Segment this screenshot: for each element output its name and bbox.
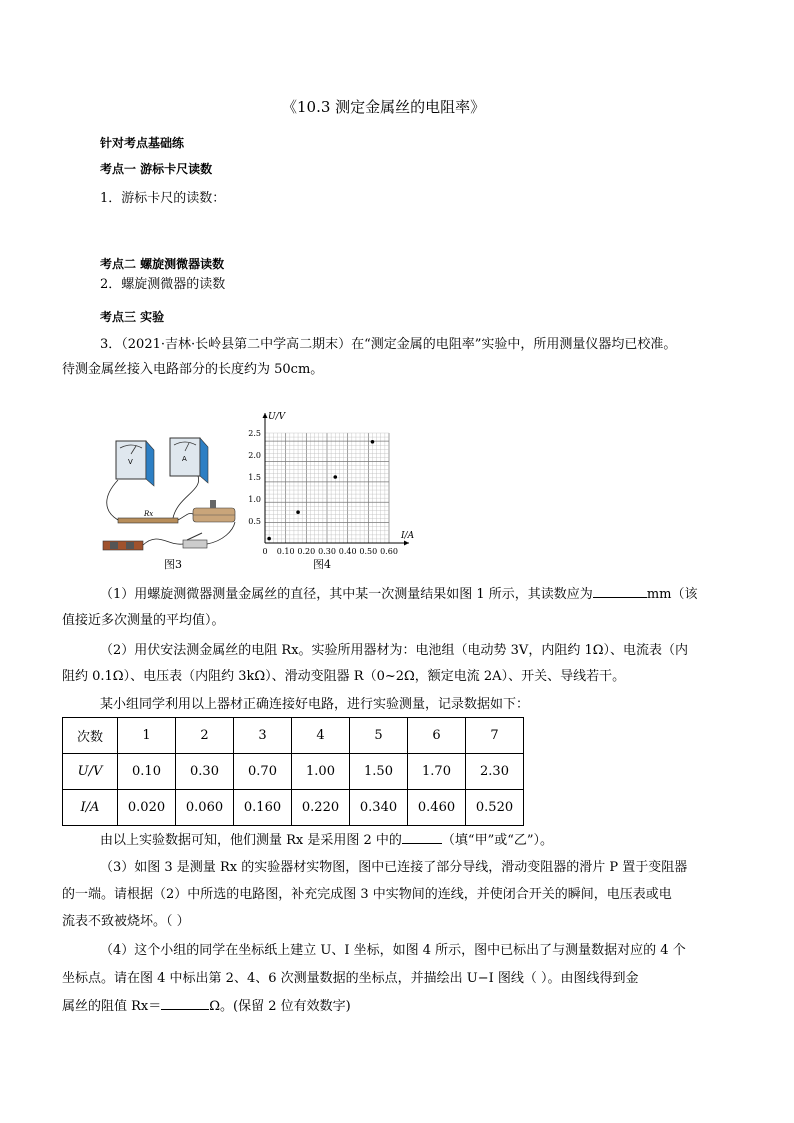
voltmeter-symbol: V bbox=[128, 458, 133, 466]
part3-line2: 的一端。请根据（2）中所选的电路图，补充完成图 3 中实物间的连线，并使闭合开关的瞬间，电压表或电 bbox=[62, 887, 672, 902]
table-cell: 0.30 bbox=[176, 754, 234, 790]
rx-label: Rx bbox=[144, 510, 154, 518]
x-tick-label: 0.40 bbox=[338, 547, 357, 556]
data-point bbox=[333, 475, 337, 479]
part4-line1: （4）这个小组的同学在坐标纸上建立 U、I 坐标，如图 4 所示，图中已标出了与测量数据对应的 4 个 bbox=[100, 943, 686, 958]
part3-line1: （3）如图 3 是测量 Rx 的实验器材实物图，图中已连接了部分导线，滑动变阻器的滑片 P 置于变阻器 bbox=[100, 860, 688, 875]
switch bbox=[183, 540, 207, 548]
apparatus-figure bbox=[98, 436, 243, 554]
y-tick-label: 2.5 bbox=[248, 429, 261, 438]
x-axis-arrow bbox=[404, 541, 409, 546]
question-3-intro-line1: 3．（2021·吉林·长岭县第二中学高二期末）在“测定金属的电阻率”实验中，所用测量仪器均已校准。 bbox=[100, 337, 677, 352]
battery bbox=[103, 541, 143, 550]
table-cell: 0.220 bbox=[292, 790, 350, 826]
page-title: 《10.3 测定金属丝的电阻率》 bbox=[282, 98, 486, 116]
part2-line3: 某小组同学利用以上器材正确连接好电路，进行实验测量，记录数据如下： bbox=[100, 697, 530, 712]
table-cell: 3 bbox=[234, 718, 292, 754]
data-point bbox=[371, 440, 375, 444]
table-row-voltage bbox=[63, 754, 524, 790]
part2-line1: （2）用伏安法测金属丝的电阻 Rx。实验所用器材为：电池组（电动势 3V，内阻约 1Ω）、电流表（内 bbox=[100, 643, 688, 658]
question-1: 1．游标卡尺的读数： bbox=[100, 191, 226, 206]
x-tick-label: 0.20 bbox=[297, 547, 316, 556]
topic2-heading: 考点二 螺旋测微器读数 bbox=[100, 257, 225, 271]
x-tick-label: 0.10 bbox=[276, 547, 295, 556]
y-tick-label: 1.5 bbox=[248, 473, 261, 482]
table-cell: 0.460 bbox=[408, 790, 466, 826]
question-3-intro-line2: 待测金属丝接入电路部分的长度约为 50cm。 bbox=[62, 362, 324, 377]
resistance-wire-board bbox=[118, 518, 178, 523]
table-cell: 0.340 bbox=[350, 790, 408, 826]
fig4-label: 图4 bbox=[313, 558, 331, 571]
part1-text-end: mm（该 bbox=[646, 587, 698, 602]
fig3-label: 图3 bbox=[164, 558, 182, 571]
y-tick-label: 0.5 bbox=[248, 517, 261, 526]
data-point bbox=[296, 510, 300, 514]
x-tick-label: 0.50 bbox=[359, 547, 378, 556]
rheostat-slider bbox=[210, 500, 216, 508]
table-cell: 7 bbox=[466, 718, 524, 754]
x-tick-label: 0.60 bbox=[380, 547, 398, 556]
ui-chart bbox=[238, 408, 418, 560]
table-cell: 4 bbox=[292, 718, 350, 754]
part4-text: 属丝的阻值 Rx＝ bbox=[62, 999, 162, 1014]
table-cell: 1.50 bbox=[350, 754, 408, 790]
part1-line1 bbox=[100, 583, 697, 602]
section-heading: 针对考点基础练 bbox=[100, 136, 185, 150]
table-cell: 0.060 bbox=[176, 790, 234, 826]
part3-line3: 流表不致被烧坏。（ ） bbox=[62, 914, 190, 929]
table-cell: 5 bbox=[350, 718, 408, 754]
part4-line3 bbox=[62, 995, 351, 1014]
table-cell: 1.00 bbox=[292, 754, 350, 790]
part1-text: （1）用螺旋测微器测量金属丝的直径，其中某一次测量结果如图 1 所示，其读数应为 bbox=[100, 587, 593, 602]
y-axis-arrow bbox=[263, 413, 268, 418]
part1-line2: 值接近多次测量的平均值）。 bbox=[62, 613, 225, 628]
after-table-text: 由以上实验数据可知，他们测量 Rx 是采用图 2 中的 bbox=[100, 833, 402, 848]
table-cell: 1.70 bbox=[408, 754, 466, 790]
x-axis-label: I/A bbox=[401, 531, 415, 541]
after-table-line1 bbox=[100, 829, 553, 848]
table-cell: 0.160 bbox=[234, 790, 292, 826]
x-tick-label: 0.30 bbox=[318, 547, 336, 556]
part2-line2: 阻约 0.1Ω）、电压表（内阻约 3kΩ）、滑动变阻器 R（0~2Ω，额定电流 2A）、开关、导线若干。 bbox=[62, 669, 626, 684]
table-cell: 0.70 bbox=[234, 754, 292, 790]
table-cell: 2 bbox=[176, 718, 234, 754]
data-table bbox=[62, 717, 524, 826]
y-axis-label: U/V bbox=[268, 412, 286, 422]
topic3-heading: 考点三 实验 bbox=[100, 310, 165, 324]
table-cell: 0.020 bbox=[118, 790, 176, 826]
topic1-heading: 考点一 游标卡尺读数 bbox=[100, 162, 213, 176]
table-row-header bbox=[63, 718, 524, 754]
y-tick-label: 2.0 bbox=[248, 451, 261, 460]
table-cell: 6 bbox=[408, 718, 466, 754]
table-row-current bbox=[63, 790, 524, 826]
table-cell: I/A bbox=[63, 790, 118, 826]
table-cell: 次数 bbox=[63, 718, 118, 754]
circuit-answer-blank[interactable] bbox=[402, 829, 442, 844]
data-point bbox=[267, 537, 271, 541]
part1-answer-blank[interactable] bbox=[593, 583, 647, 598]
table-cell: 2.30 bbox=[466, 754, 524, 790]
part4-text-end: Ω。(保留 2 位有效数字) bbox=[209, 999, 351, 1014]
x-tick-label: 0 bbox=[262, 547, 268, 556]
after-table-text-end: （填“甲”或“乙”）。 bbox=[441, 833, 554, 848]
y-tick-label: 1.0 bbox=[248, 495, 261, 504]
table-cell: 0.10 bbox=[118, 754, 176, 790]
table-cell: 1 bbox=[118, 718, 176, 754]
table-cell: 0.520 bbox=[466, 790, 524, 826]
question-2: 2．螺旋测微器的读数 bbox=[100, 277, 226, 292]
ammeter-symbol: A bbox=[182, 455, 187, 463]
table-cell: U/V bbox=[63, 754, 118, 790]
part4-line2: 坐标点。请在图 4 中标出第 2、4、6 次测量数据的坐标点，并描绘出 U−I 图线（ ）。由图线得到金 bbox=[62, 971, 639, 986]
resistance-answer-blank[interactable] bbox=[161, 995, 209, 1010]
